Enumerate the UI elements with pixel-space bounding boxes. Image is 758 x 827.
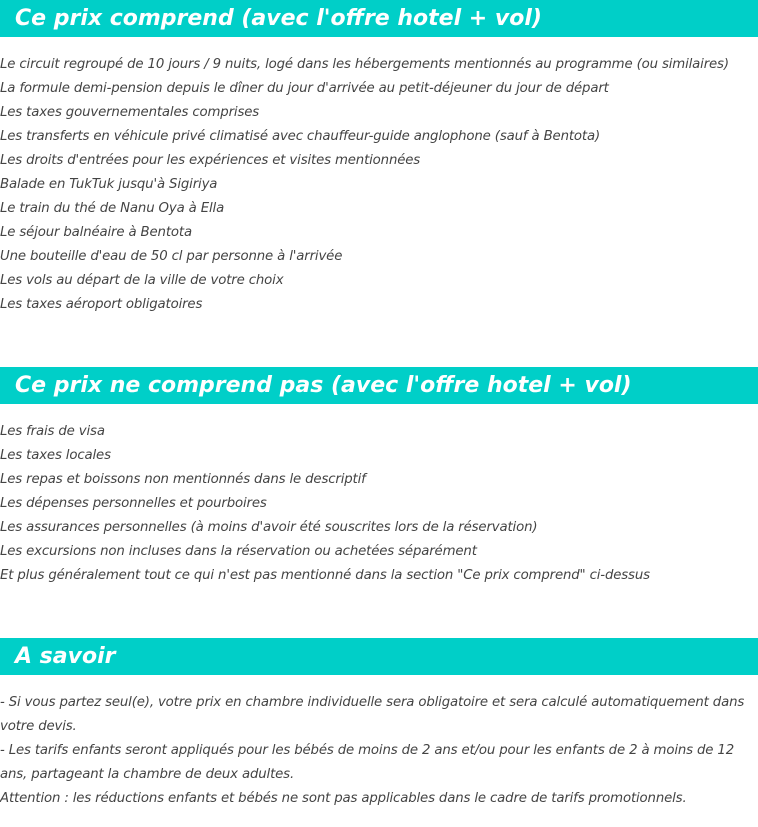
included-item: Les transferts en véhicule privé climatisé avec chauffeur-guide anglophone (sauf à Bentota) [0,129,600,144]
included-item: Les droits d'entrées pour les expériences et visites mentionnées [0,153,421,168]
excluded-item: Les assurances personnelles (à moins d'avoir été souscrites lors de la réservation) [0,520,538,535]
excluded-item: Les repas et boissons non mentionnés dans le descriptif [0,472,366,487]
included-item: Le train du thé de Nanu Oya à Ella [0,201,225,216]
included-item: La formule demi-pension depuis le dîner du jour d'arrivée au petit-déjeuner du jour de départ [0,81,609,96]
excluded-item: Et plus généralement tout ce qui n'est pas mentionné dans la section "Ce prix comprend" ci-dessus [0,568,650,583]
included-item: Le circuit regroupé de 10 jours / 9 nuits, logé dans les hébergements mentionnés au programme (ou similaires) [0,57,729,72]
included-item: Les taxes aéroport obligatoires [0,297,203,312]
excluded-item: Les excursions non incluses dans la réservation ou achetées séparément [0,544,477,559]
included-item: Les vols au départ de la ville de votre choix [0,273,284,288]
info-paragraph: - Les tarifs enfants seront appliqués pour les bébés de moins de 2 ans et/ou pour les enfants de 2 à moins de 12 ans, partageant la chambre de deux adultes. [0,743,735,782]
info-paragraph: - Si vous partez seul(e), votre prix en chambre individuelle sera obligatoire et sera calculé automatiquement dans votre devis. [0,695,745,734]
included-list [0,53,758,317]
excluded-list [0,420,758,588]
included-item: Le séjour balnéaire à Bentota [0,225,192,240]
info-paragraph: Attention : les réductions enfants et bébés ne sont pas applicables dans le cadre de tarifs promotionnels. [0,791,687,806]
excluded-item: Les dépenses personnelles et pourboires [0,496,267,511]
info-section-title: A savoir [0,638,758,675]
excluded-item: Les taxes locales [0,448,111,463]
included-item: Les taxes gouvernementales comprises [0,105,260,120]
excluded-item: Les frais de visa [0,424,105,439]
included-item: Une bouteille d'eau de 50 cl par personne à l'arrivée [0,249,343,264]
included-section-title: Ce prix comprend (avec l'offre hotel + vol) [0,0,758,37]
info-notes [0,691,752,811]
included-item: Balade en TukTuk jusqu'à Sigiriya [0,177,218,192]
excluded-section-title: Ce prix ne comprend pas (avec l'offre hotel + vol) [0,367,758,404]
